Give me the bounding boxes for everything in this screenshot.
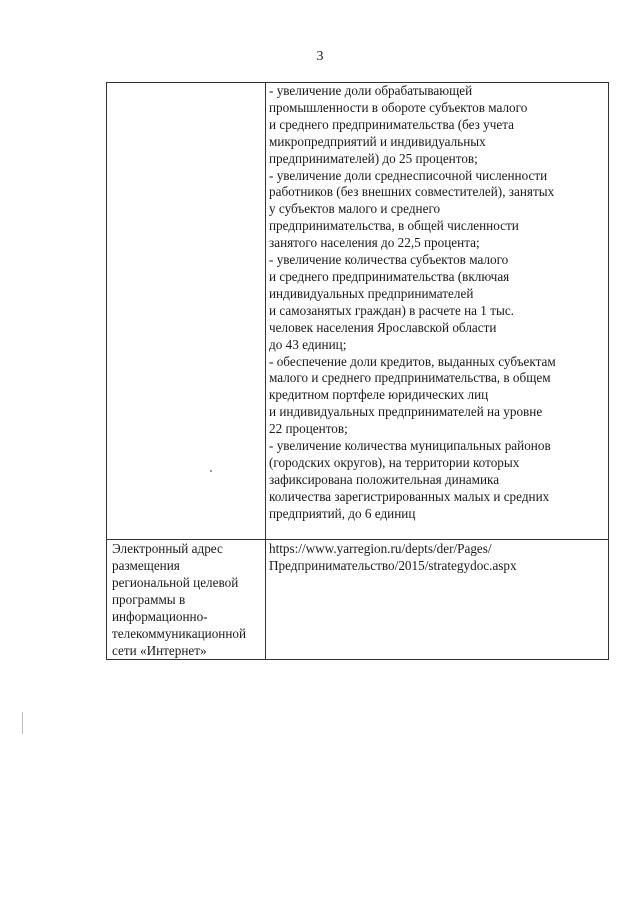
scan-artifact bbox=[22, 712, 23, 734]
url-line: https://www.yarregion.ru/depts/der/Pages/ bbox=[269, 541, 492, 556]
page-number: 3 bbox=[316, 49, 324, 64]
text-line: - увеличение количества муниципальных районов bbox=[269, 438, 551, 454]
web-address-label-cell bbox=[107, 540, 266, 660]
target-indicators-cell bbox=[266, 83, 609, 540]
label-line: Электронный адрес bbox=[112, 541, 223, 556]
text-line: и самозанятых граждан) в расчете на 1 тыс. bbox=[269, 302, 514, 318]
program-passport-table bbox=[106, 82, 609, 660]
text-line: человек населения Ярославской области bbox=[269, 319, 497, 335]
text-line: у субъектов малого и среднего bbox=[269, 201, 441, 217]
empty-label-cell bbox=[107, 83, 266, 540]
text-line: (городских округов), на территории которых bbox=[269, 454, 520, 470]
text-line: индивидуальных предпринимателей bbox=[269, 285, 474, 301]
text-line: - увеличение доли среднесписочной численности bbox=[269, 167, 548, 183]
text-line: до 43 единиц; bbox=[269, 336, 347, 352]
text-line: малого и среднего предпринимательства, в общем bbox=[269, 370, 551, 386]
label-line: региональной целевой bbox=[112, 575, 239, 590]
text-line: и индивидуальных предпринимателей на уровне bbox=[269, 404, 543, 420]
text-line: и среднего предпринимательства (включая bbox=[269, 268, 510, 284]
label-line: телекоммуникационной bbox=[112, 626, 247, 641]
scan-artifact bbox=[210, 470, 212, 472]
text-line: кредитном портфеле юридических лиц bbox=[269, 387, 489, 403]
text-line: зафиксирована положительная динамика bbox=[269, 471, 500, 487]
url-line: Предпринимательство/2015/strategydoc.aspx bbox=[269, 558, 517, 573]
text-line: - обеспечение доли кредитов, выданных субъектам bbox=[269, 353, 556, 369]
table-row-web-address bbox=[107, 540, 609, 660]
text-line: и среднего предпринимательства (без учета bbox=[269, 116, 515, 132]
text-line: - увеличение доли обрабатывающей bbox=[269, 83, 473, 98]
label-line: информационно- bbox=[112, 609, 208, 624]
text-line: 22 процентов; bbox=[269, 421, 348, 437]
text-line: промышленности в обороте субъектов малого bbox=[269, 99, 528, 115]
web-address-value-cell bbox=[266, 540, 609, 660]
text-line: микропредприятий и индивидуальных bbox=[269, 133, 486, 149]
label-line: программы в bbox=[112, 592, 186, 607]
text-line: - увеличение количества субъектов малого bbox=[269, 252, 509, 268]
label-line: сети «Интернет» bbox=[112, 643, 207, 658]
text-line: предпринимательства, в общей численности bbox=[269, 218, 519, 234]
table-row-targets bbox=[107, 83, 609, 540]
text-line: предпринимателей) до 25 процентов; bbox=[269, 150, 478, 166]
label-line: размещения bbox=[112, 558, 180, 573]
text-line: занятого населения до 22,5 процента; bbox=[269, 235, 480, 251]
text-line: количества зарегистрированных малых и средних bbox=[269, 488, 550, 504]
text-line: предприятий, до 6 единиц bbox=[269, 505, 416, 521]
text-line: работников (без внешних совместителей), занятых bbox=[269, 184, 555, 200]
